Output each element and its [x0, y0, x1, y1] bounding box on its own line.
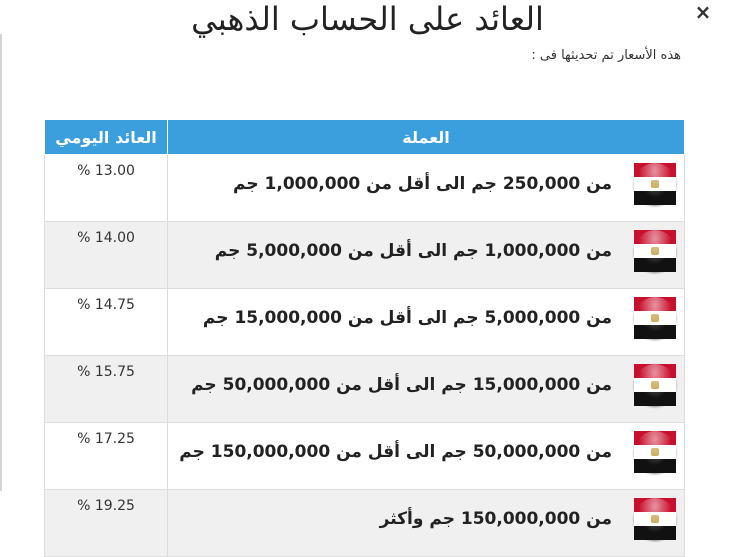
header-currency: العملة	[168, 120, 685, 155]
currency-cell	[168, 222, 685, 289]
currency-cell	[168, 490, 685, 557]
close-icon[interactable]: ×	[694, 0, 712, 24]
update-note: هذه الأسعار تم تحديثها فى :	[531, 48, 681, 63]
rates-table	[44, 119, 685, 557]
table-header-row	[45, 120, 685, 155]
header-daily-return: العائد اليومي	[45, 120, 168, 155]
return-value: 14.75 %	[45, 289, 168, 356]
table-row	[45, 222, 685, 289]
range-label: من 150,000,000 جم وأكثر	[379, 509, 612, 529]
return-value: 13.00 %	[45, 155, 168, 222]
modal-left-border	[0, 34, 2, 491]
table-row	[45, 490, 685, 557]
table-row	[45, 356, 685, 423]
return-value: 14.00 %	[45, 222, 168, 289]
egypt-flag-icon	[634, 297, 676, 339]
modal-title: العائد على الحساب الذهبي	[191, 0, 544, 38]
egypt-flag-icon	[634, 163, 676, 205]
egypt-flag-icon	[634, 431, 676, 473]
table-row	[45, 289, 685, 356]
return-value: 17.25 %	[45, 423, 168, 490]
egypt-flag-icon	[634, 364, 676, 406]
table-row	[45, 155, 685, 222]
range-label: من 15,000,000 جم الى أقل من 50,000,000 جم	[191, 375, 612, 395]
range-label: من 50,000,000 جم الى أقل من 150,000,000 جم	[179, 442, 612, 462]
range-label: من 5,000,000 جم الى أقل من 15,000,000 جم	[202, 308, 612, 328]
egypt-flag-icon	[634, 498, 676, 540]
range-label: من 1,000,000 جم الى أقل من 5,000,000 جم	[214, 241, 612, 261]
return-value: 19.25 %	[45, 490, 168, 557]
return-value: 15.75 %	[45, 356, 168, 423]
egypt-flag-icon	[634, 230, 676, 272]
currency-cell	[168, 289, 685, 356]
currency-cell	[168, 423, 685, 490]
currency-cell	[168, 155, 685, 222]
range-label: من 250,000 جم الى أقل من 1,000,000 جم	[233, 174, 612, 194]
table-row	[45, 423, 685, 490]
currency-cell	[168, 356, 685, 423]
